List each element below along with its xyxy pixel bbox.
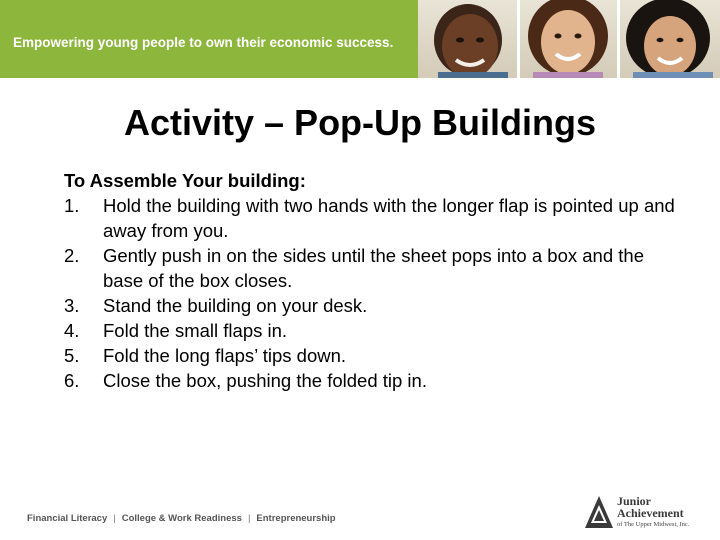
steps-list: [64, 193, 684, 393]
students-photo: [418, 0, 720, 78]
footer-item-college-work-readiness: College & Work Readiness: [121, 513, 242, 524]
footer-separator: |: [113, 513, 116, 524]
logo-subtext: of The Upper Midwest, Inc.: [617, 521, 690, 528]
step-text: Fold the small flaps in.: [103, 320, 288, 341]
list-item: [64, 243, 684, 293]
step-text: Fold the long flaps’ tips down.: [103, 345, 347, 366]
list-item: [64, 193, 684, 243]
slide-title: Activity – Pop-Up Buildings: [123, 102, 597, 143]
footer-item-financial-literacy: Financial Literacy: [27, 513, 108, 524]
step-text: Stand the building on your desk.: [103, 295, 368, 316]
footer-nav: [27, 513, 336, 524]
list-item: [64, 368, 684, 393]
step-number: 5.: [64, 345, 80, 366]
subheading: To Assemble Your building:: [64, 170, 306, 191]
step-number: 3.: [64, 295, 80, 316]
step-number: 6.: [64, 370, 80, 391]
step-number: 4.: [64, 320, 80, 341]
slide-content: [64, 168, 684, 393]
tagline: Empowering young people to own their economic success.: [13, 35, 394, 50]
logo-word-junior: Junior: [617, 494, 652, 508]
header-banner: [0, 0, 720, 78]
junior-achievement-logo-icon: [585, 496, 613, 533]
list-item: [64, 293, 684, 318]
step-text: Close the box, pushing the folded tip in.: [103, 370, 427, 391]
step-text: Gently push in on the sides until the sheet pops into a box and the base of the box closes.: [103, 245, 644, 291]
logo-word-achievement: Achievement: [617, 506, 684, 520]
footer-separator: |: [247, 513, 251, 524]
step-number: 2.: [64, 245, 80, 266]
list-item: [64, 343, 684, 368]
step-number: 1.: [64, 195, 80, 216]
list-item: [64, 318, 684, 343]
junior-achievement-logo: [585, 493, 705, 535]
step-text: Hold the building with two hands with the longer flap is pointed up and away from you.: [103, 195, 675, 241]
footer-item-entrepreneurship: Entrepreneurship: [256, 513, 336, 524]
